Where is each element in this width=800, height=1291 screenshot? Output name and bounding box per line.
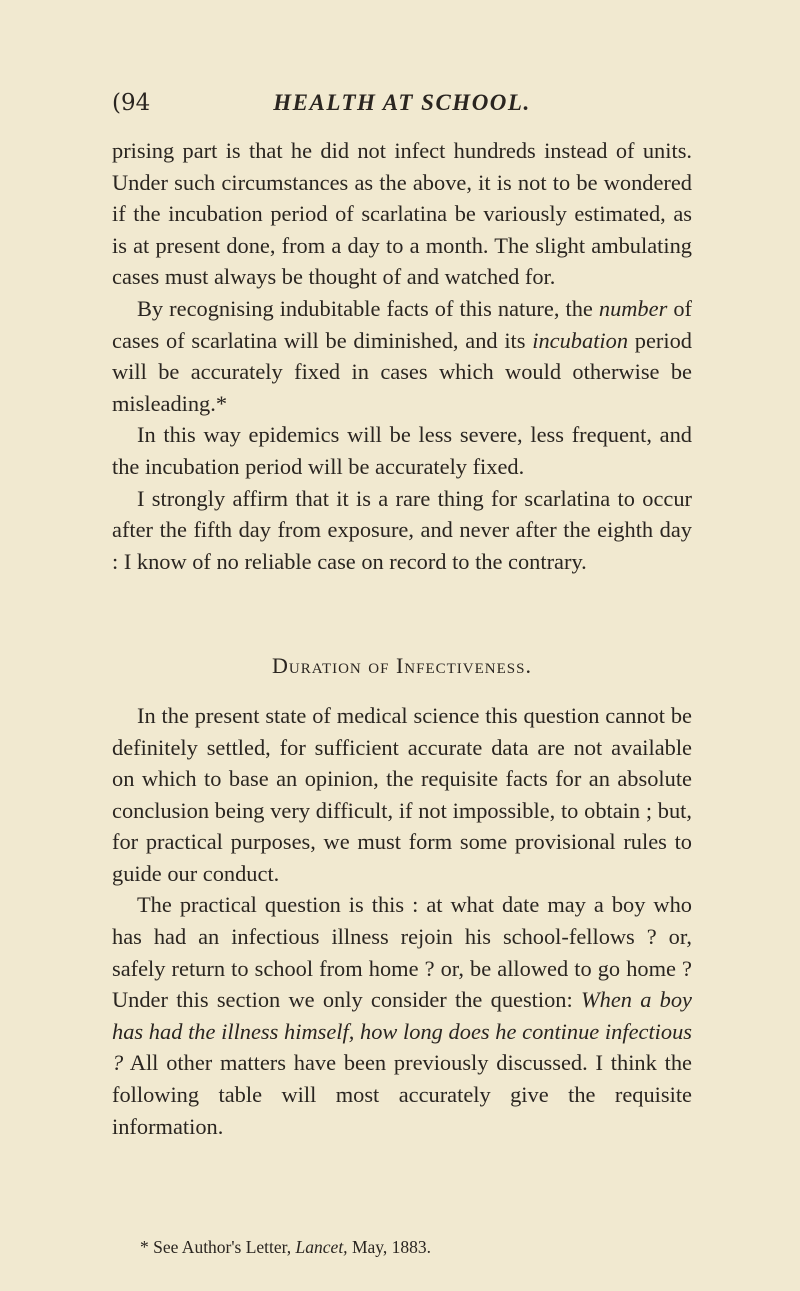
paragraph-recognising [112, 293, 692, 419]
footnote [140, 1237, 690, 1258]
text-run: All other matters have been previously discussed. I think the following table will most accurately give the requisite information. [112, 1050, 692, 1139]
paragraph-continuation: prising part is that he did not infect hundreds instead of units. Under such circumstances as the above, it is not to be wondered if the incubation period of scarlatina be variously estimated, as is at present done, from a day to a month. The slight ambulating cases must always be thought of and watched for. [112, 138, 692, 290]
footnote-journal: Lancet, [295, 1237, 348, 1257]
paragraph-practical-question [112, 889, 692, 1142]
section-heading: Duration of Infectiveness. [272, 653, 532, 679]
paragraph-epidemics: In this way epidemics will be less severe, less frequent, and the incubation period will be accurately fixed. [112, 422, 692, 479]
emphasis-incubation: incubation [532, 327, 629, 353]
body-text [112, 135, 692, 1142]
running-title: HEALTH AT SCHOOL. [273, 90, 531, 115]
text-run: By recognising indubitable facts of this nature, the [137, 295, 599, 321]
paragraph-affirm: I strongly affirm that it is a rare thing for scarlatina to occur after the fifth day from exposure, and never after the eighth day : I know of no reliable case on record to the contrary. [112, 485, 692, 574]
page-number: (94 [112, 90, 151, 116]
text-run: * See Author's Letter, [140, 1237, 296, 1257]
paragraph-present-state: In the present state of medical science this question cannot be definitely settled, for sufficient accurate data are not available on which to base an opinion, the requisite facts for an absolute conclusion being very difficult, if not impossible, to obtain ; but, for practical purposes, we must form some provisional rules to guide our conduct. [112, 702, 692, 886]
emphasis-number: number [598, 295, 668, 321]
page-header [112, 90, 692, 120]
emphasis-question: When a boy has had the illness himself, how long does he continue infectious ? [112, 987, 692, 1076]
text-run: period will be accurately fixed in cases which would otherwise be misleading.* [112, 327, 692, 416]
text-run: The practical question is this : at what date may a boy who has had an infectious illness rejoin his school-fellows ? or, safely return to school from home ? or, be allowed to go home ? Under this section we only consider the question: [112, 892, 692, 1013]
text-run: May, 1883. [347, 1237, 432, 1257]
text-run: of cases of scarlatina will be diminished, and its [112, 295, 692, 353]
